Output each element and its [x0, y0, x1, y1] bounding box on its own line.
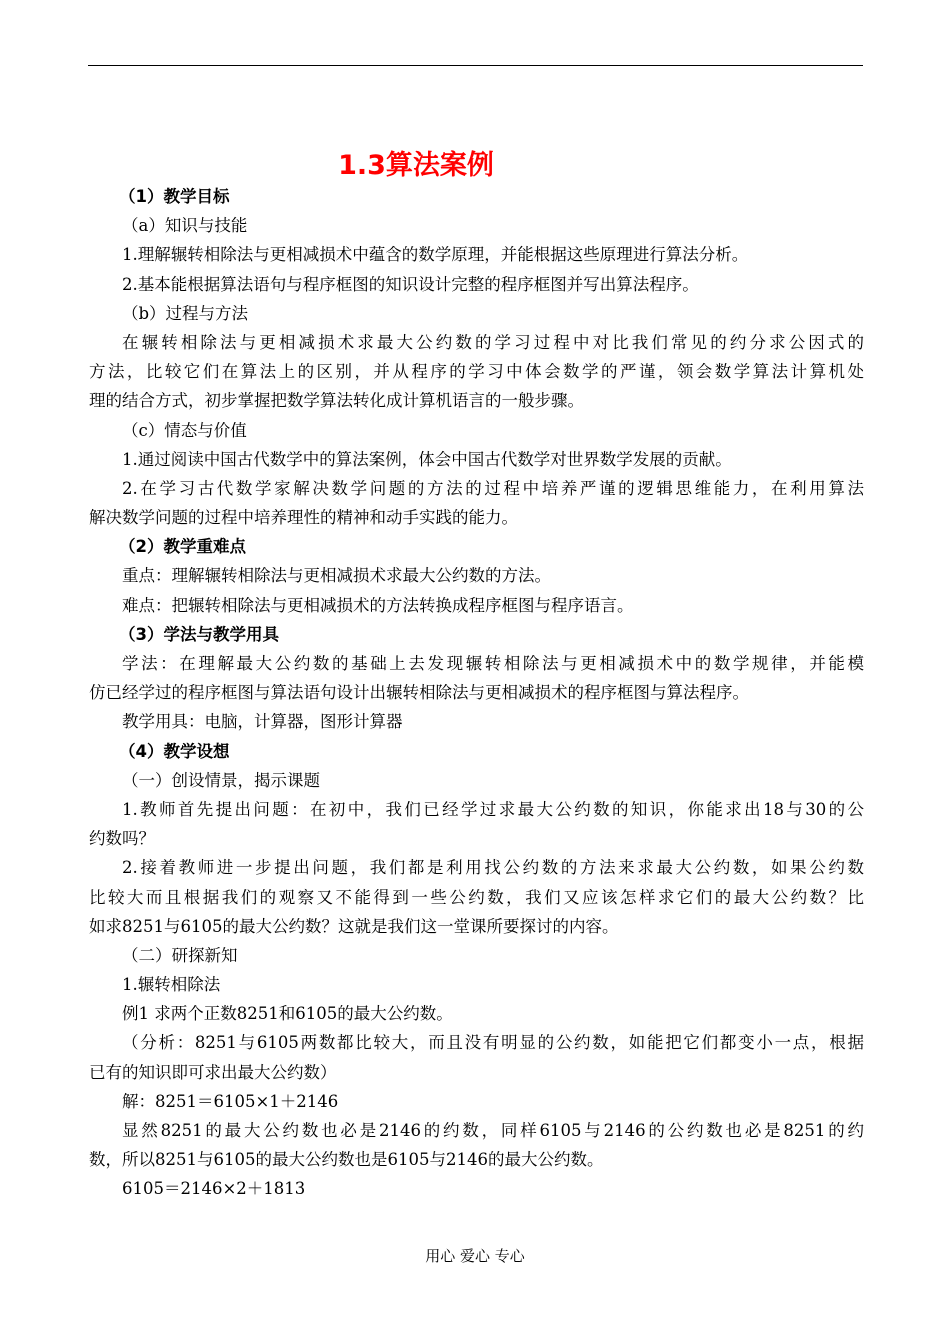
- objective-item-2: 2.基本能根据算法语句与程序框图的知识设计完整的程序框图并写出算法程序。: [122, 274, 699, 294]
- paragraph-line: 2.接着教师进一步提出问题，我们都是利用找公约数的方法来求最大公约数，如果公约数: [122, 858, 864, 878]
- example-1: 例1 求两个正数8251和6105的最大公约数。: [122, 1004, 453, 1024]
- paragraph-line: 约数吗？: [89, 829, 155, 849]
- solution-equation-2: 6105＝2146×2＋1813: [122, 1179, 306, 1199]
- values-item-1: 1.通过阅读中国古代数学中的算法案例，体会中国古代数学对世界数学发展的贡献。: [122, 449, 732, 469]
- document-title: 1.3算法案例: [338, 150, 494, 181]
- header-rule: [88, 65, 863, 66]
- paragraph-line: 2.在学习古代数学家解决数学问题的方法的过程中培养严谨的逻辑思维能力，在利用算法: [122, 478, 864, 498]
- paragraph-line: 解决数学问题的过程中培养理性的精神和动手实践的能力。: [89, 508, 518, 528]
- paragraph-line: 仿已经学过的程序框图与算法语句设计出辗转相除法与更相减损术的程序框图与算法程序。: [89, 683, 749, 703]
- paragraph-line: 如求8251与6105的最大公约数？这就是我们这一堂课所要探讨的内容。: [89, 916, 619, 936]
- subheading-values: （c）情态与价值: [122, 420, 247, 440]
- subheading-scenario: （一）创设情景，揭示课题: [122, 770, 320, 790]
- key-point: 重点：理解辗转相除法与更相减损术求最大公约数的方法。: [122, 566, 551, 586]
- solution-equation-1: 解：8251＝6105×1＋2146: [122, 1091, 339, 1111]
- method-title: 1.辗转相除法: [122, 975, 221, 995]
- paragraph-line: 方法，比较它们在算法上的区别，并从程序的学习中体会数学的严谨，领会数学算法计算机处: [89, 362, 864, 382]
- paragraph-line: 在辗转相除法与更相减损术求最大公约数的学习过程中对比我们常见的约分求公因式的: [122, 332, 864, 352]
- paragraph-line: 理的结合方式，初步掌握把数学算法转化成计算机语言的一般步骤。: [89, 391, 584, 411]
- section-heading-objectives: （1）教学目标: [119, 187, 230, 206]
- subheading-new-knowledge: （二）研探新知: [122, 945, 238, 965]
- section-heading-design: （4）教学设想: [119, 741, 230, 761]
- section-heading-methods: （3）学法与教学用具: [119, 624, 279, 644]
- paragraph-line: 数，所以8251与6105的最大公约数也是6105与2146的最大公约数。: [89, 1150, 604, 1170]
- document-body: [89, 182, 864, 1204]
- paragraph-line: 比较大而且根据我们的观察又不能得到一些公约数，我们又应该怎样求它们的最大公约数？比: [89, 887, 864, 907]
- objective-item-1: 1.理解辗转相除法与更相减损术中蕴含的数学原理，并能根据这些原理进行算法分析。: [122, 245, 749, 265]
- difficult-point: 难点：把辗转相除法与更相减损术的方法转换成程序框图与程序语言。: [122, 595, 634, 615]
- paragraph-line: 学法：在理解最大公约数的基础上去发现辗转相除法与更相减损术中的数学规律，并能模: [122, 654, 864, 673]
- paragraph-line: 显然8251的最大公约数也必是2146的约数，同样6105与2146的公约数也必是8251的约: [122, 1121, 864, 1140]
- paragraph-line: 已有的知识即可求出最大公约数）: [89, 1062, 337, 1082]
- teaching-tools: 教学用具：电脑，计算器，图形计算器: [122, 712, 403, 732]
- subheading-knowledge: （a）知识与技能: [122, 216, 248, 236]
- subheading-process: （b）过程与方法: [122, 303, 249, 323]
- paragraph-line: （分析：8251与6105两数都比较大，而且没有明显的公约数，如能把它们都变小一点，根据: [122, 1033, 864, 1053]
- section-heading-key-points: （2）教学重难点: [119, 537, 246, 557]
- paragraph-line: 1.教师首先提出问题：在初中，我们已经学过求最大公约数的知识，你能求出18与30的公: [122, 799, 864, 819]
- page-footer: 用心 爱心 专心: [425, 1247, 525, 1265]
